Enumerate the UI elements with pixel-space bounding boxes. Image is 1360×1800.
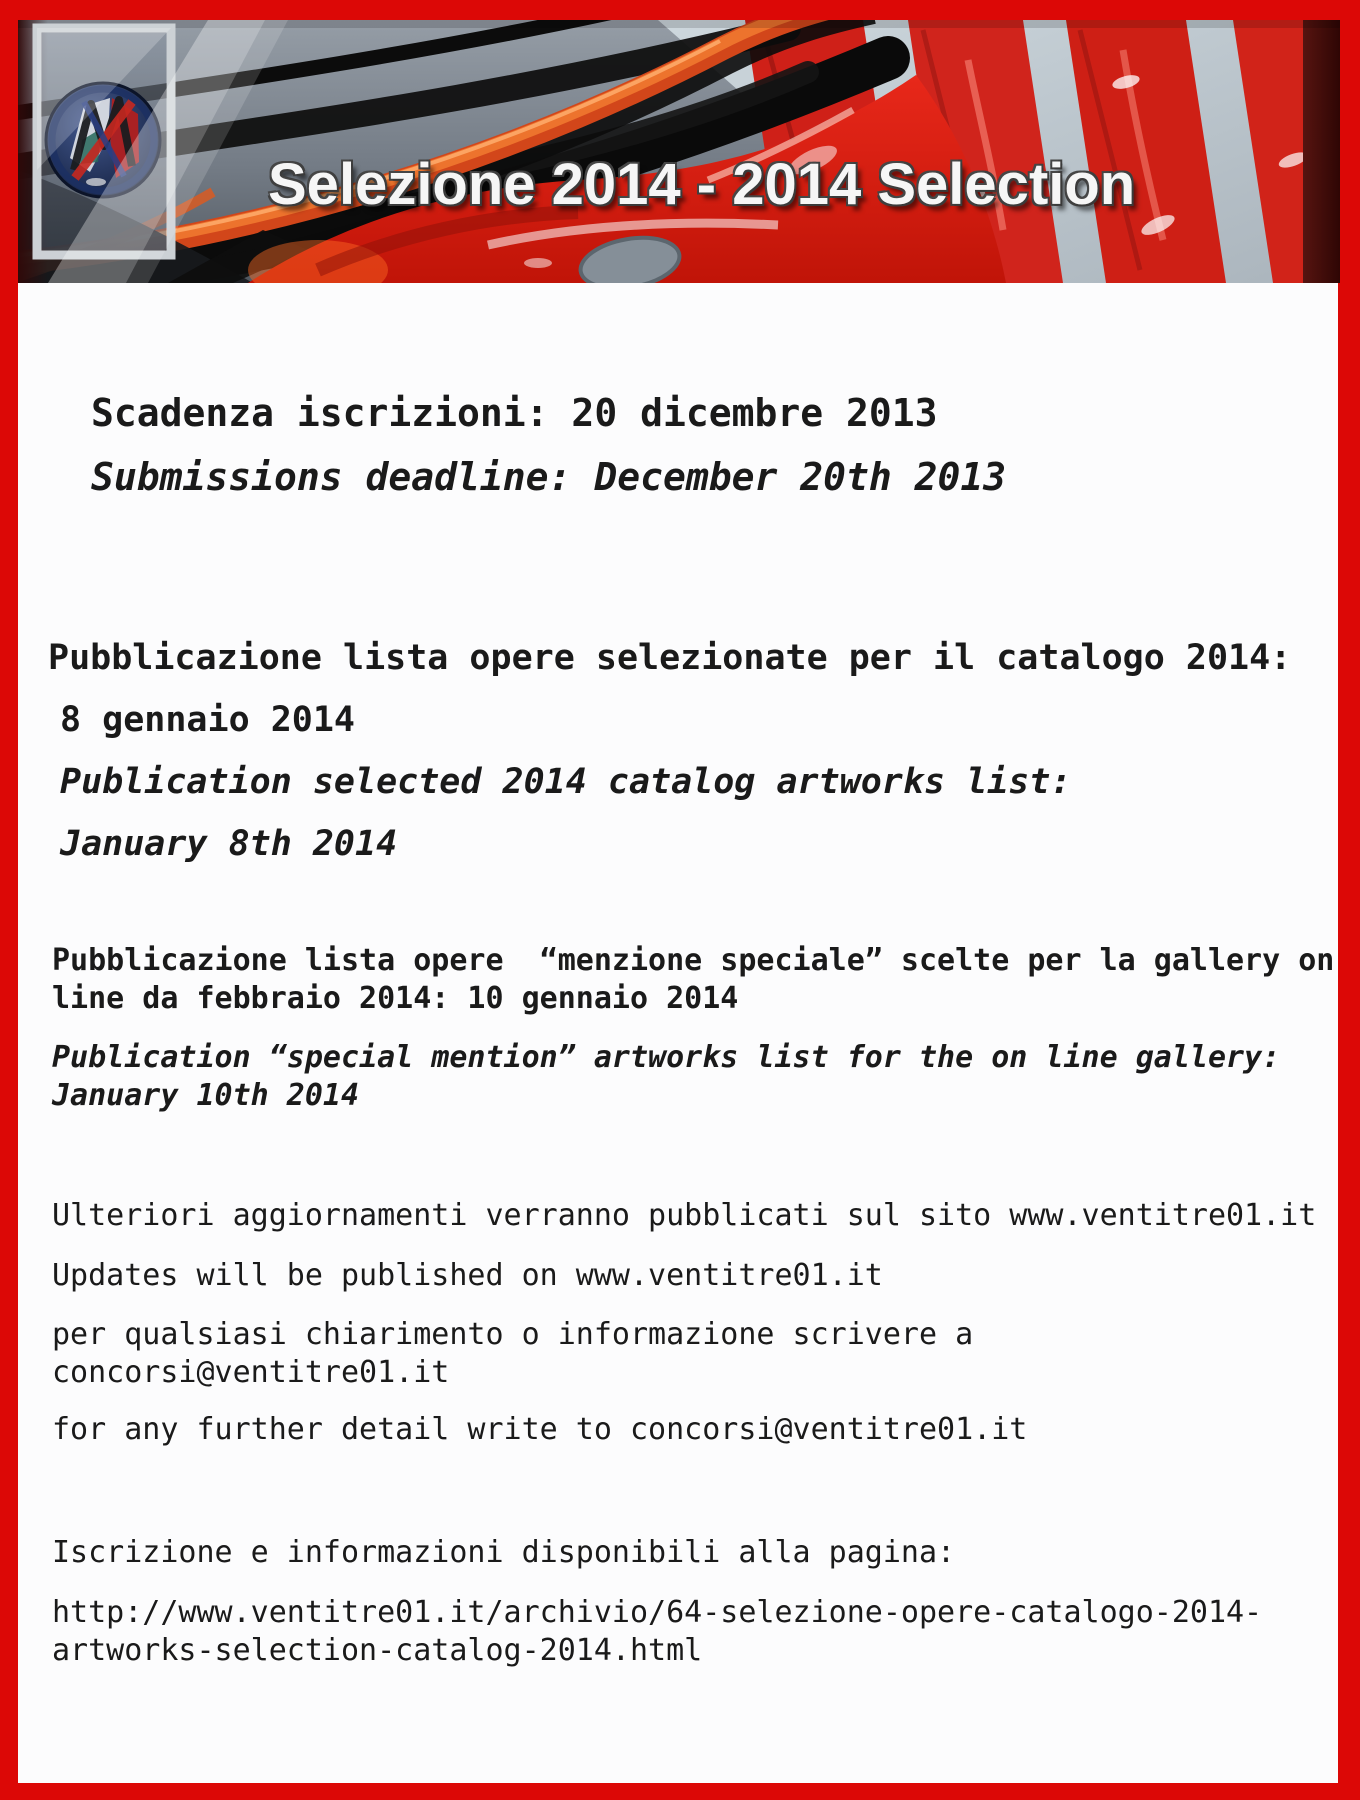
banner-title: Selezione 2014 - 2014 Selection [268, 152, 1136, 217]
catalog-publication-en-line1: Publication selected 2014 catalog artworks list: [60, 762, 1072, 802]
catalog-publication-it-line1: Pubblicazione lista opere selezionate per il catalogo 2014: [48, 638, 1292, 678]
banner [18, 20, 1340, 283]
catalog-publication-it-line2: 8 gennaio 2014 [60, 700, 356, 740]
special-mention-en: Publication “special mention” artworks list for the on line gallery: January 10th 2014 [52, 1040, 1299, 1113]
updates-en: Updates will be published on www.ventitre01.it [52, 1258, 883, 1293]
special-mention-it: Pubblicazione lista opere “menzione speciale” scelte per la gallery on line da febbraio 2014: 10 gennaio 2014 [52, 943, 1353, 1016]
deadline-en: Submissions deadline: December 20th 2013 [91, 455, 1007, 499]
updates-it: Ulteriori aggiornamenti verranno pubblicati sul sito www.ventitre01.it [52, 1198, 1317, 1233]
paper [18, 283, 1353, 1783]
registration-info-label: Iscrizione e informazioni disponibili alla pagina: [52, 1535, 956, 1570]
registration-url: http://www.ventitre01.it/archivio/64-selezione-opere-catalogo-2014-artworks-selection-catalog-2014.html [52, 1595, 1263, 1668]
catalog-publication-en-line2: January 8th 2014 [60, 824, 398, 864]
deadline-it: Scadenza iscrizioni: 20 dicembre 2013 [91, 391, 938, 435]
contact-email-it: per qualsiasi chiarimento o informazione scrivere a concorsi@ventitre01.it [52, 1317, 992, 1390]
contact-email-en: for any further detail write to concorsi@ventitre01.it [52, 1412, 1028, 1447]
